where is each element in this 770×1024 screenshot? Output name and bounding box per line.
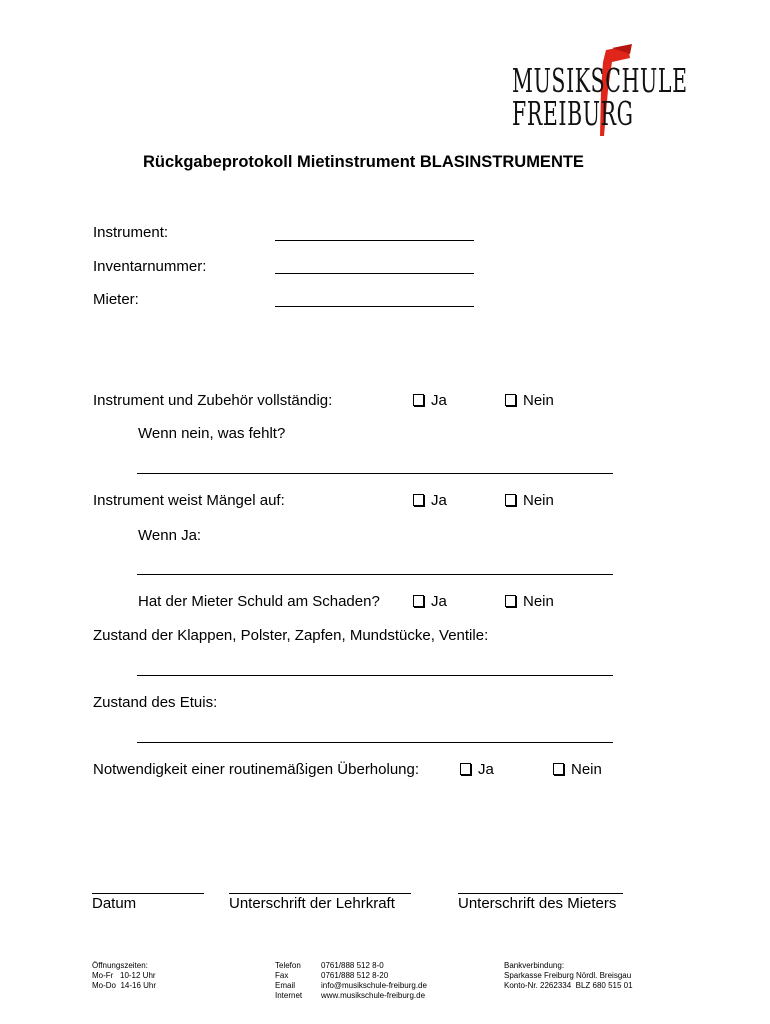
signature-date-label: Datum: [92, 895, 137, 912]
footer-email[interactable]: info@musikschule-freiburg.de: [321, 981, 427, 990]
checkbox-icon: [505, 494, 516, 506]
logo: [508, 40, 688, 140]
footer-hours-title: Öffnungszeiten:: [92, 961, 148, 970]
checkbox-icon: [413, 595, 424, 607]
checkbox-icon: [505, 595, 516, 607]
checkbox-overhaul-no[interactable]: [553, 761, 602, 778]
checkbox-label: Nein: [523, 392, 554, 409]
checkbox-overhaul-yes[interactable]: [460, 761, 494, 778]
question-keys-condition: Zustand der Klappen, Polster, Zapfen, Mundstücke, Ventile:: [93, 627, 489, 644]
checkbox-complete-no[interactable]: [505, 392, 554, 409]
checkbox-icon: [553, 763, 564, 775]
checkbox-label: Ja: [431, 492, 447, 509]
checkbox-icon: [460, 763, 471, 775]
document-title: Rückgabeprotokoll Mietinstrument BLASINSTRUMENTE: [143, 153, 584, 171]
footer-hours: [92, 961, 156, 991]
question-overhaul: Notwendigkeit einer routinemäßigen Überholung:: [93, 761, 420, 778]
question-defects: Instrument weist Mängel auf:: [93, 492, 285, 509]
footer-phone-label: Telefon: [275, 961, 301, 970]
footer-fax: 0761/888 512 8-20: [321, 971, 389, 980]
answer-defects-line[interactable]: [137, 574, 613, 575]
checkbox-label: Ja: [431, 392, 447, 409]
logo-line-2: FREIBURG: [512, 94, 634, 133]
checkbox-icon: [505, 394, 516, 406]
checkbox-fault-yes[interactable]: [413, 593, 447, 610]
question-complete: Instrument und Zubehör vollständig:: [93, 392, 333, 409]
footer-web-label: Internet: [275, 991, 303, 1000]
footer-email-label: Email: [275, 981, 296, 990]
checkbox-label: Nein: [571, 761, 602, 778]
checkbox-label: Ja: [478, 761, 494, 778]
checkbox-label: Nein: [523, 492, 554, 509]
answer-keys-line[interactable]: [137, 675, 613, 676]
checkbox-label: Ja: [431, 593, 447, 610]
signature-teacher-line[interactable]: [229, 893, 411, 894]
checkbox-fault-no[interactable]: [505, 593, 554, 610]
footer-bank-account: Konto-Nr. 2262334 BLZ 680 515 01: [504, 981, 633, 990]
checkbox-defects-yes[interactable]: [413, 492, 447, 509]
checkbox-complete-yes[interactable]: [413, 392, 447, 409]
question-missing: Wenn nein, was fehlt?: [138, 425, 286, 442]
footer-hours-1: Mo-Fr 10-12 Uhr: [92, 971, 156, 980]
question-case-condition: Zustand des Etuis:: [93, 694, 218, 711]
footer-hours-2: Mo-Do 14-16 Uhr: [92, 981, 157, 990]
footer-fax-label: Fax: [275, 971, 289, 980]
field-instrument-label: Instrument:: [93, 224, 169, 241]
checkbox-label: Nein: [523, 593, 554, 610]
signature-renter-label: Unterschrift des Mieters: [458, 895, 617, 912]
signature-date-line[interactable]: [92, 893, 204, 894]
checkbox-icon: [413, 394, 424, 406]
field-inventory-label: Inventarnummer:: [93, 258, 207, 275]
signature-teacher-label: Unterschrift der Lehrkraft: [229, 895, 395, 912]
footer-bank-name: Sparkasse Freiburg Nördl. Breisgau: [504, 971, 632, 980]
answer-missing-line[interactable]: [137, 473, 613, 474]
footer-contact-labels: [275, 961, 302, 1001]
footer-contact-values: [321, 961, 427, 1001]
checkbox-defects-no[interactable]: [505, 492, 554, 509]
footer-web[interactable]: www.musikschule-freiburg.de: [321, 991, 426, 1000]
checkbox-icon: [413, 494, 424, 506]
footer-phone: 0761/888 512 8-0: [321, 961, 384, 970]
footer-bank: [504, 961, 633, 991]
signature-renter-line[interactable]: [458, 893, 623, 894]
footer-bank-title: Bankverbindung:: [504, 961, 565, 970]
question-if-yes: Wenn Ja:: [138, 527, 202, 544]
logo-line-1: MUSIKSCHULE: [512, 61, 688, 100]
field-inventory-line[interactable]: [275, 273, 474, 274]
answer-case-line[interactable]: [137, 742, 613, 743]
field-renter-line[interactable]: [275, 306, 474, 307]
field-renter-label: Mieter:: [93, 291, 139, 308]
field-instrument-line[interactable]: [275, 240, 474, 241]
question-fault: Hat der Mieter Schuld am Schaden?: [138, 593, 380, 610]
